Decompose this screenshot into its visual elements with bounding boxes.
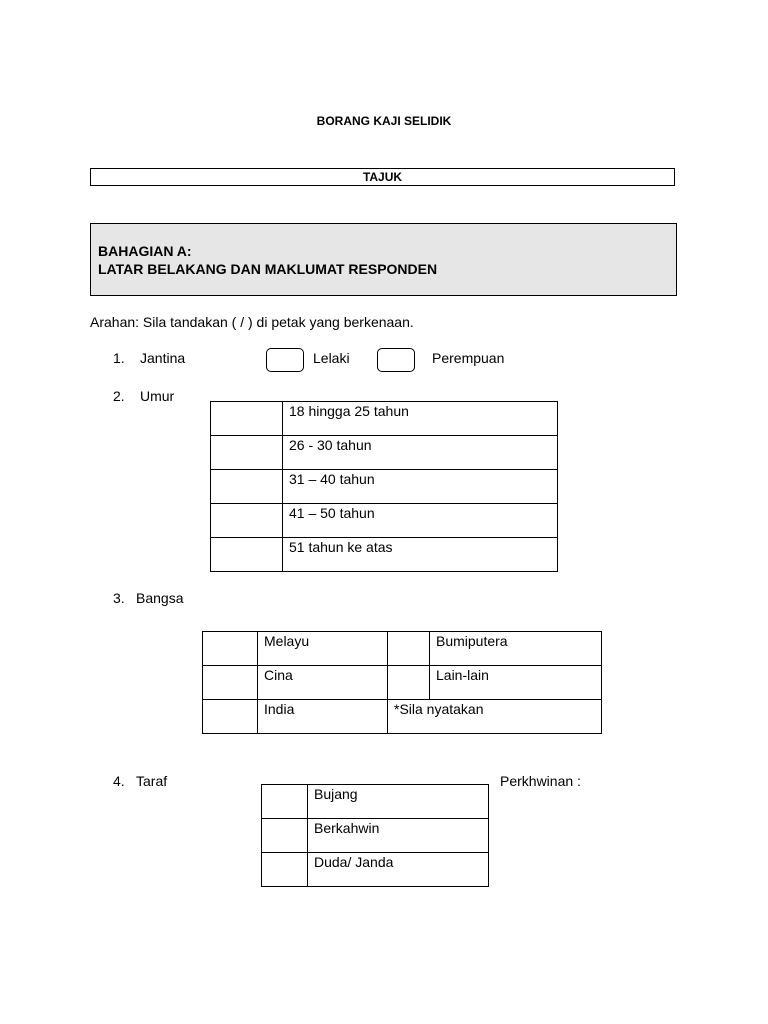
bangsa-checkbox-cell[interactable]	[203, 666, 258, 700]
bangsa-checkbox-cell[interactable]	[388, 632, 430, 666]
q3-label: Bangsa	[136, 590, 184, 606]
umur-checkbox-cell[interactable]	[211, 436, 283, 470]
q4-number: 4.	[113, 773, 125, 789]
q2-label: Umur	[140, 388, 175, 404]
taraf-checkbox-cell[interactable]	[262, 853, 308, 887]
q1-number: 1.	[113, 350, 125, 366]
taraf-option: Berkahwin	[308, 819, 489, 853]
umur-checkbox-cell[interactable]	[211, 470, 283, 504]
umur-option: 41 – 50 tahun	[283, 504, 558, 538]
taraf-table	[261, 784, 489, 887]
bangsa-checkbox-cell[interactable]	[203, 632, 258, 666]
option-lelaki: Lelaki	[313, 350, 350, 366]
umur-option: 31 – 40 tahun	[283, 470, 558, 504]
umur-checkbox-cell[interactable]	[211, 538, 283, 572]
section-a-line1: BAHAGIAN A:	[98, 243, 192, 259]
taraf-option: Bujang	[308, 785, 489, 819]
umur-checkbox-cell[interactable]	[211, 402, 283, 436]
q4-label-2: Perkhwinan :	[500, 773, 581, 789]
form-title: BORANG KAJI SELIDIK	[316, 114, 452, 128]
section-a-line2: LATAR BELAKANG DAN MAKLUMAT RESPONDEN	[98, 261, 438, 277]
q3-number: 3.	[113, 590, 125, 606]
taraf-checkbox-cell[interactable]	[262, 819, 308, 853]
umur-checkbox-cell[interactable]	[211, 504, 283, 538]
q4-label: Taraf	[136, 773, 168, 789]
umur-option: 18 hingga 25 tahun	[283, 402, 558, 436]
bangsa-option: Bumiputera	[430, 632, 602, 666]
taraf-option: Duda/ Janda	[308, 853, 489, 887]
section-a-header	[90, 223, 677, 296]
umur-option: 26 - 30 tahun	[283, 436, 558, 470]
bangsa-checkbox-cell[interactable]	[388, 666, 430, 700]
umur-option: 51 tahun ke atas	[283, 538, 558, 572]
q2-number: 2.	[113, 388, 125, 404]
bangsa-option: India	[258, 700, 388, 734]
checkbox-perempuan[interactable]	[377, 348, 415, 372]
taraf-checkbox-cell[interactable]	[262, 785, 308, 819]
bangsa-option: Melayu	[258, 632, 388, 666]
bangsa-option: Cina	[258, 666, 388, 700]
instruction-text: Arahan: Sila tandakan ( / ) di petak yang berkenaan.	[90, 314, 414, 330]
q1-label: Jantina	[140, 350, 186, 366]
bangsa-specify-field[interactable]: *Sila nyatakan	[388, 700, 602, 734]
option-perempuan: Perempuan	[432, 350, 505, 366]
umur-table	[210, 401, 558, 572]
bangsa-checkbox-cell[interactable]	[203, 700, 258, 734]
bangsa-option: Lain-lain	[430, 666, 602, 700]
checkbox-lelaki[interactable]	[266, 348, 304, 372]
bangsa-table	[202, 631, 602, 734]
tajuk-box: TAJUK	[90, 168, 675, 186]
